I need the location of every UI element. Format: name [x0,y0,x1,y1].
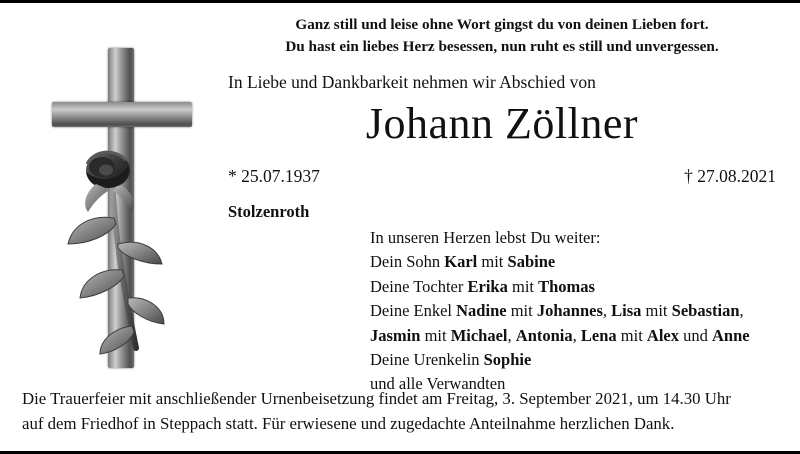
family-line: und alle Verwandten [370,374,506,394]
motto-line-1: Ganz still und leise ohne Wort gingst du von deinen Lieben fort. [295,16,709,33]
funeral-details [22,386,778,436]
family-line: Deine Urenkelin Sophie [370,350,532,370]
family-line: Deine Enkel Nadine mit Johannes, Lisa mit Sebastian, [370,301,744,321]
life-dates [228,166,776,187]
family-line: Dein Sohn Karl mit Sabine [370,252,556,272]
motto-text [228,14,776,58]
funeral-details-line-1: Die Trauerfeier mit anschließender Urnenbeisetzung findet am Freitag, 3. September 2021, um 14.30 Uhr [22,389,731,408]
place-name: Stolzenroth [228,202,310,221]
rose-icon [56,140,186,370]
top-rule [0,0,800,3]
funeral-details-line-2: auf dem Friedhof in Steppach statt. Für erwiesene und zugedachte Anteilnahme herzlichen Dank. [22,414,675,434]
motto-line-2: Du hast ein liebes Herz besessen, nun ruht es still und unvergessen. [285,38,719,56]
intro-text: In Liebe und Dankbarkeit nehmen wir Abschied von [228,72,596,92]
deceased-name: Johann Zöllner [365,99,639,148]
family-line: Deine Tochter Erika mit Thomas [370,276,595,296]
memorial-cross-artwork [38,40,208,380]
cross-horizontal-beam [52,102,192,127]
death-date: † 27.08.2021 [684,166,776,186]
family-heading: In unseren Herzen lebst Du weiter: [370,228,601,247]
birth-date: * 25.07.1937 [228,166,320,186]
family-block [370,226,750,397]
family-line: Jasmin mit Michael, Antonia, Lena mit Alex und Anne [370,325,750,345]
